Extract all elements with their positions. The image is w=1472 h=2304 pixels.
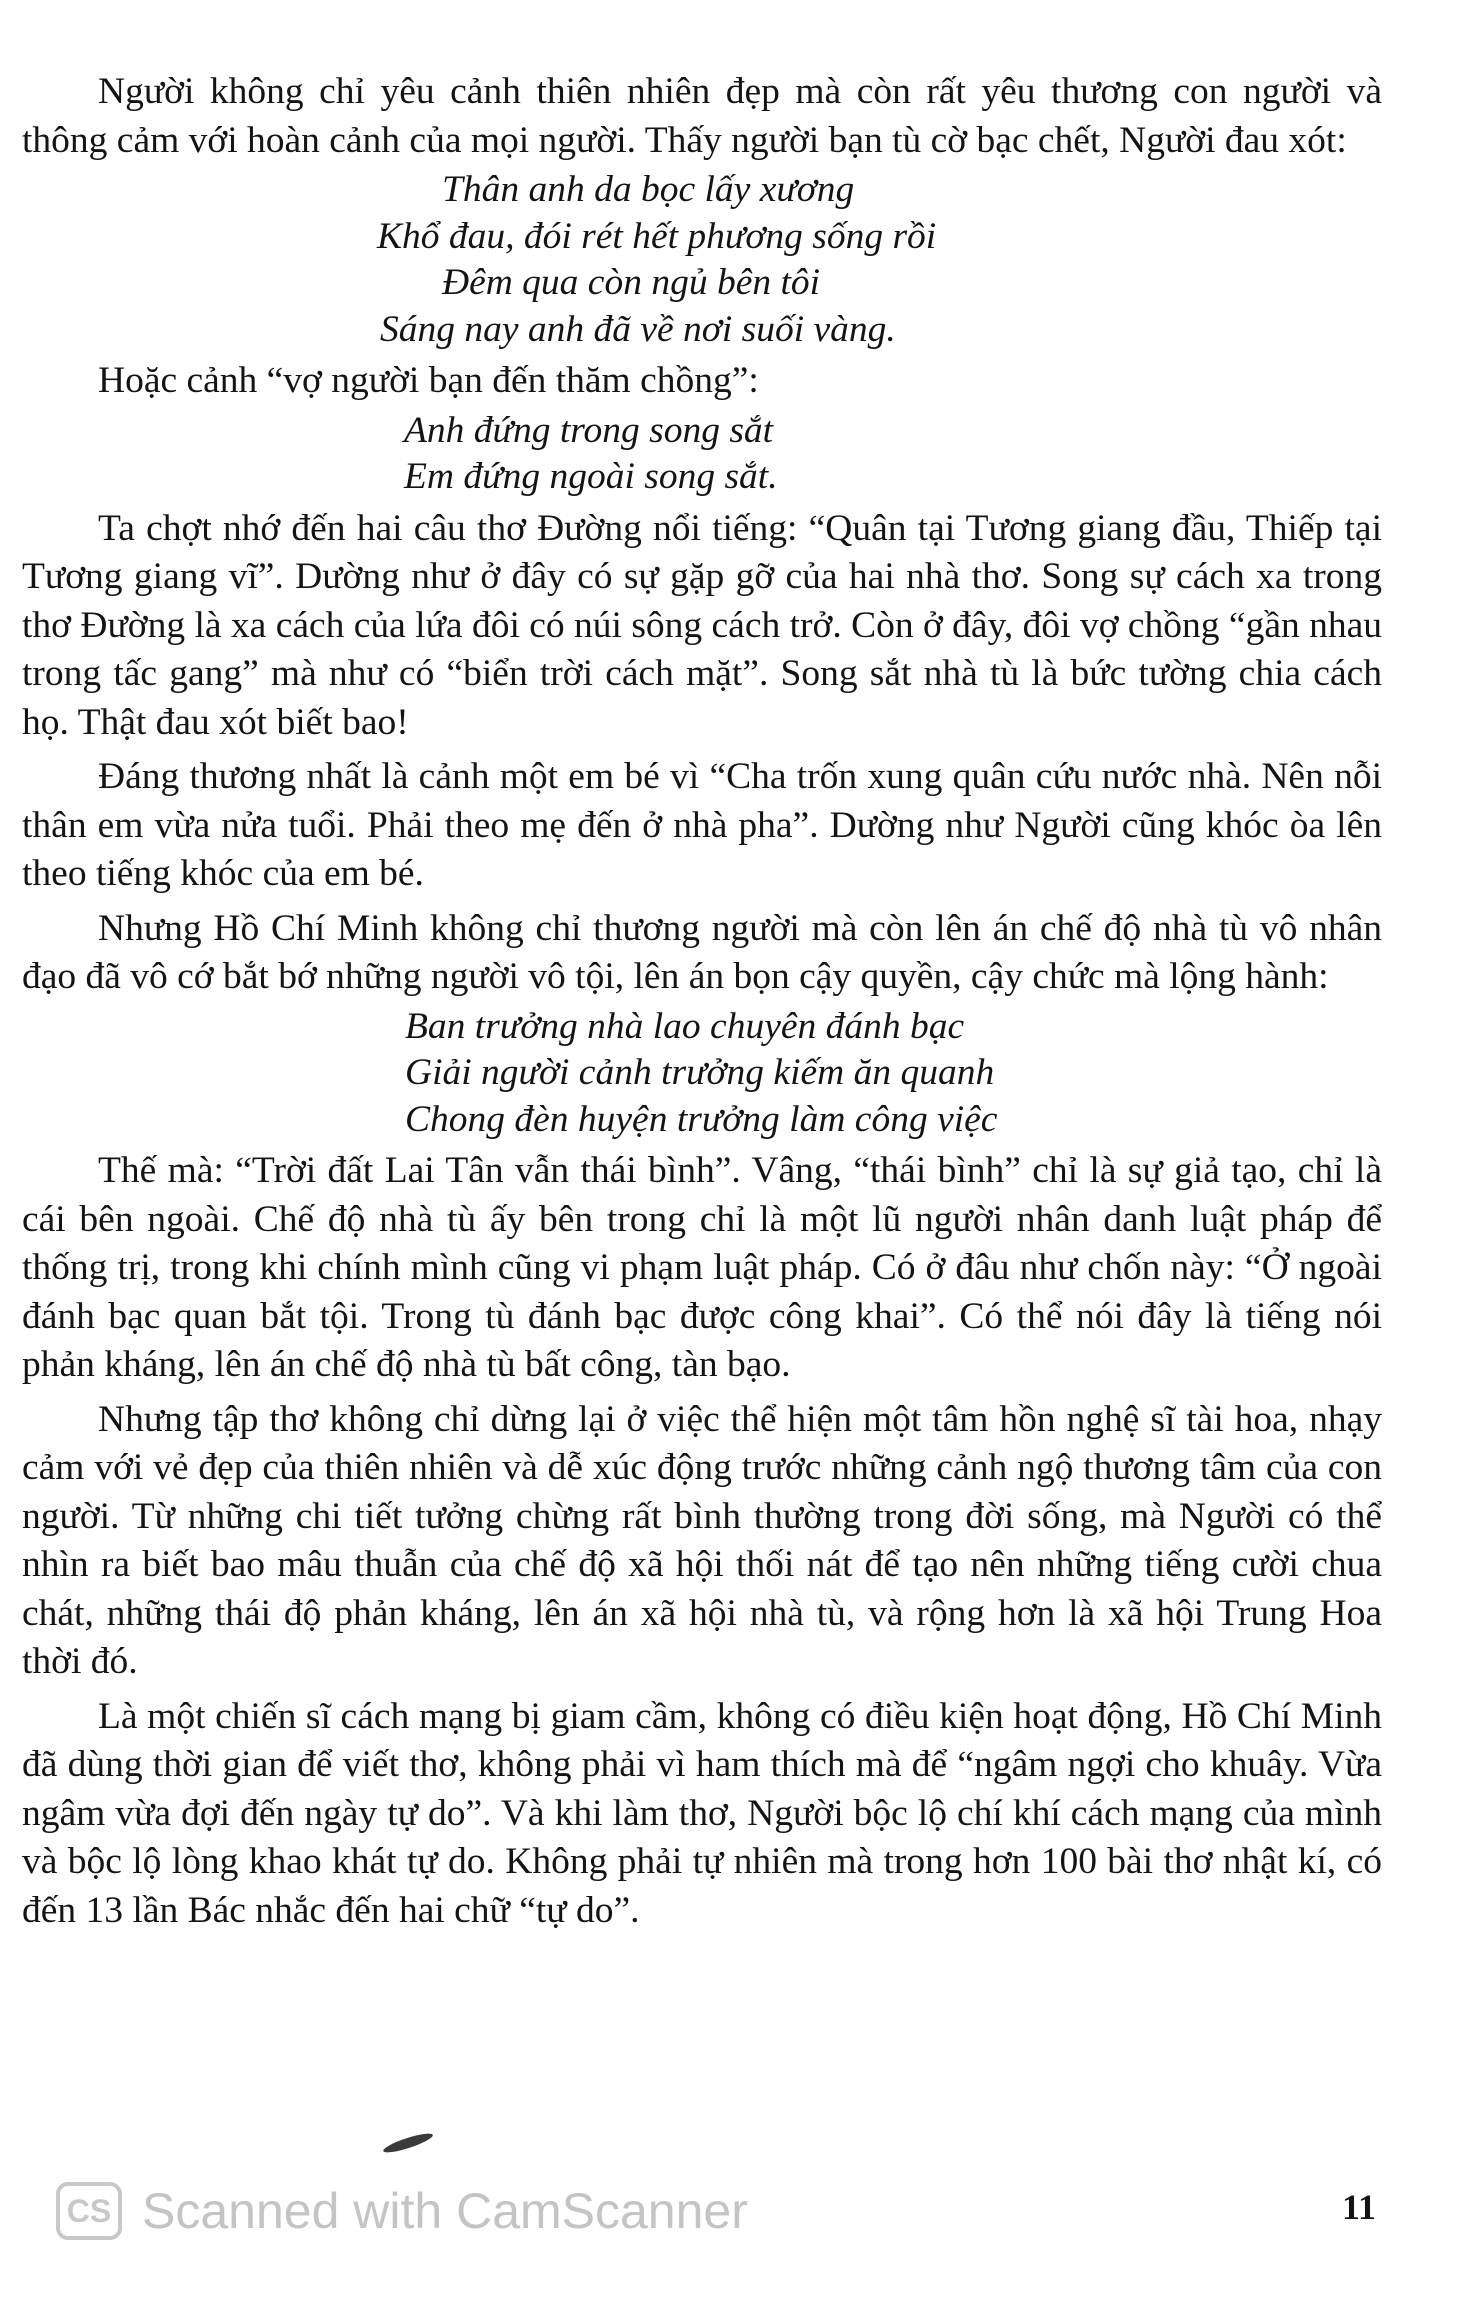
scanner-watermark: Scanned with CamScanner [142,2183,748,2239]
camscanner-logo-icon: CS [56,2182,122,2240]
poem-line: Chong đèn huyện trưởng làm công việc [405,1098,998,1140]
paragraph-1: Người không chỉ yêu cảnh thiên nhiên đẹp mà còn rất yêu thương con người và thông cảm với hoàn cảnh của mọi người. Thấy người bạn tù cờ bạc chết, Người đau xót: [22,71,1382,161]
poem-line: Anh đứng trong song sắt [404,409,774,451]
paragraph-8: Là một chiến sĩ cách mạng bị giam cầm, không có điều kiện hoạt động, Hồ Chí Minh đã dùng thời gian để viết thơ, không phải vì ham thích mà để “ngâm ngợi cho khuây. Vừa ngâm vừa đợi đến ngày tự do”. Và khi làm thơ, Người bộc lộ chí khí cách mạng của mình và bộc lộ lòng khao khát tự do. Không phải tự nhiên mà trong hơn 100 bài thơ nhật kí, có đến 13 lần Bác nhắc đến hai chữ “tự do”. [22,1695,1382,1931]
paragraph-2: Hoặc cảnh “vợ người bạn đến thăm chồng”: [98,360,759,401]
footer [56,2178,1386,2248]
paragraph-6: Thế mà: “Trời đất Lai Tân vẫn thái bình”. Vâng, “thái bình” chỉ là sự giả tạo, chỉ là cái bên ngoài. Chế độ nhà tù ấy bên trong chỉ là một lũ người nhân danh luật pháp để thống trị, trong khi chính mình cũng vi phạm luật pháp. Có ở đâu như chốn này: “Ở ngoài đánh bạc quan bắt tội. Trong tù đánh bạc được công khai”. Có thể nói đây là tiếng nói phản kháng, lên án chế độ nhà tù bất công, tàn bạo. [22,1150,1382,1385]
paragraph-7: Nhưng tập thơ không chỉ dừng lại ở việc thể hiện một tâm hồn nghệ sĩ tài hoa, nhạy cảm với vẻ đẹp của thiên nhiên và dễ xúc động trước những cảnh ngộ thương tâm của con người. Từ những chi tiết tưởng chừng rất bình thường trong đời sống, mà Người có thể nhìn ra biết bao mâu thuẫn của chế độ xã hội thối nát để tạo nên những tiếng cười chua chát, những thái độ phản kháng, lên án xã hội nhà tù, và rộng hơn là xã hội Trung Hoa thời đó. [22,1398,1382,1682]
paragraph-4: Đáng thương nhất là cảnh một em bé vì “Cha trốn xung quân cứu nước nhà. Nên nỗi thân em vừa nửa tuổi. Phải theo mẹ đến ở nhà pha”. Dường như Người cũng khóc òa lên theo tiếng khóc của em bé. [22,756,1382,894]
paragraph-5: Nhưng Hồ Chí Minh không chỉ thương người mà còn lên án chế độ nhà tù vô nhân đạo đã vô cớ bắt bớ những người vô tội, lên án bọn cậy quyền, cậy chức mà lộng hành: [22,907,1382,997]
poem-line: Ban trưởng nhà lao chuyên đánh bạc [405,1005,965,1047]
page-body [22,68,1382,1935]
poem-line: Giải người cảnh trưởng kiếm ăn quanh [405,1052,995,1093]
paragraph-3: Ta chợt nhớ đến hai câu thơ Đường nổi tiếng: “Quân tại Tương giang đầu, Thiếp tại Tương giang vĩ”. Dường như ở đây có sự gặp gỡ của hai nhà thơ. Song sự cách xa trong thơ Đường là xa cách của lứa đôi có núi sông cách trở. Còn ở đây, đôi vợ chồng “gần nhau trong tấc gang” mà như có “biển trời cách mặt”. Song sắt nhà tù là bức tường chia cách họ. Thật đau xót biết bao! [22,507,1382,743]
ink-smudge [382,2130,435,2156]
poem-line: Đêm qua còn ngủ bên tôi [442,262,821,303]
page-number: 11 [1341,2187,1376,2227]
poem-stanza-1 [22,167,1382,353]
poem-line: Thân anh da bọc lấy xương [442,169,855,210]
poem-stanza-3 [22,1004,1382,1144]
poem-line: Em đứng ngoài song sắt. [404,456,778,497]
poem-line: Khổ đau, đói rét hết phương sống rồi [377,215,937,257]
poem-stanza-2 [22,408,1382,501]
poem-line: Sáng nay anh đã về nơi suối vàng. [380,308,896,350]
